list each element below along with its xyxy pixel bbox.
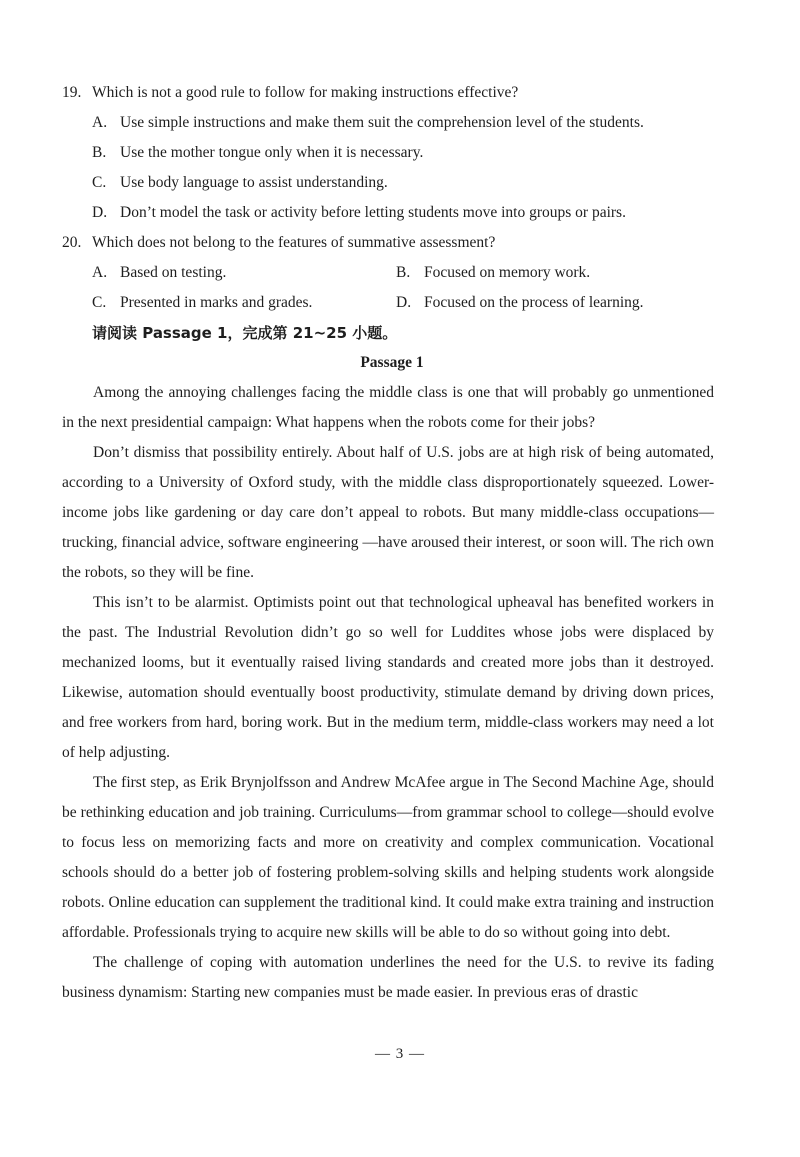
exam-page-content xyxy=(62,78,722,1008)
option-c: C. Use body language to assist understanding. xyxy=(92,174,388,191)
option-d: D. Focused on the process of learning. xyxy=(396,294,644,311)
question-text: Which does not belong to the features of summative assessment? xyxy=(92,234,496,251)
option-a: A. Based on testing. xyxy=(92,264,227,281)
question-number: 20. xyxy=(62,234,82,251)
question-text: Which is not a good rule to follow for making instructions effective? xyxy=(92,84,519,101)
question-19 xyxy=(62,78,722,228)
option-c: C. Presented in marks and grades. xyxy=(92,294,313,311)
option-d: D. Don’t model the task or activity before letting students move into groups or pairs. xyxy=(92,204,626,221)
passage-title: Passage 1 xyxy=(360,354,424,371)
passage-paragraph-1: Among the annoying challenges facing the middle class is one that will probably go unmentioned in the next presidential campaign: What happens when the robots come for their jobs? xyxy=(62,384,714,431)
question-stem xyxy=(62,228,722,258)
question-stem xyxy=(62,78,722,108)
passage-paragraph-2: Don’t dismiss that possibility entirely. About half of U.S. jobs are at high risk of being automated, according to a University of Oxford study, with the middle class disproportionately squeezed. Lower-income jobs like gardening or day care don’t appeal to robots. But many middle-class occupations—trucking, financial advice, software engineering —have aroused their interest, or soon will. The rich own the robots, so they will be fine. xyxy=(62,444,714,581)
page-number: — 3 — xyxy=(375,1046,425,1062)
passage-paragraph-3: This isn’t to be alarmist. Optimists point out that technological upheaval has benefited workers in the past. The Industrial Revolution didn’t go so well for Luddites whose jobs were displaced by mechanized looms, but it eventually raised living standards and created more jobs than it destroyed. Likewise, automation should eventually boost productivity, stimulate demand by driving down prices, and free workers from hard, boring work. But in the medium term, middle-class workers may need a lot of help adjusting. xyxy=(62,594,714,761)
question-number: 19. xyxy=(62,84,82,101)
options-row-2 xyxy=(62,288,722,318)
options-row-1 xyxy=(62,258,722,288)
option-b: B. Focused on memory work. xyxy=(396,264,591,281)
passage-paragraph-4: The first step, as Erik Brynjolfsson and Andrew McAfee argue in The Second Machine Age, should be rethinking education and job training. Curriculums—from grammar school to college—should evolve to focus less on memorizing facts and more on creativity and complex communication. Vocational schools should do a better job of fostering problem-solving skills and helping students work alongside robots. Online education can supplement the traditional kind. It could make extra training and instruction affordable. Professionals trying to acquire new skills will be able to do so without going into debt. xyxy=(62,774,714,941)
passage-paragraph-5: The challenge of coping with automation underlines the need for the U.S. to revive its fading business dynamism: Starting new companies must be made easier. In previous eras of drastic xyxy=(62,954,714,1001)
reading-instruction: 请阅读 Passage 1，完成第 21~25 小题。 xyxy=(92,324,398,342)
option-b: B. Use the mother tongue only when it is necessary. xyxy=(92,144,424,161)
question-20 xyxy=(62,228,722,318)
option-a: A. Use simple instructions and make them suit the comprehension level of the students. xyxy=(92,114,644,131)
